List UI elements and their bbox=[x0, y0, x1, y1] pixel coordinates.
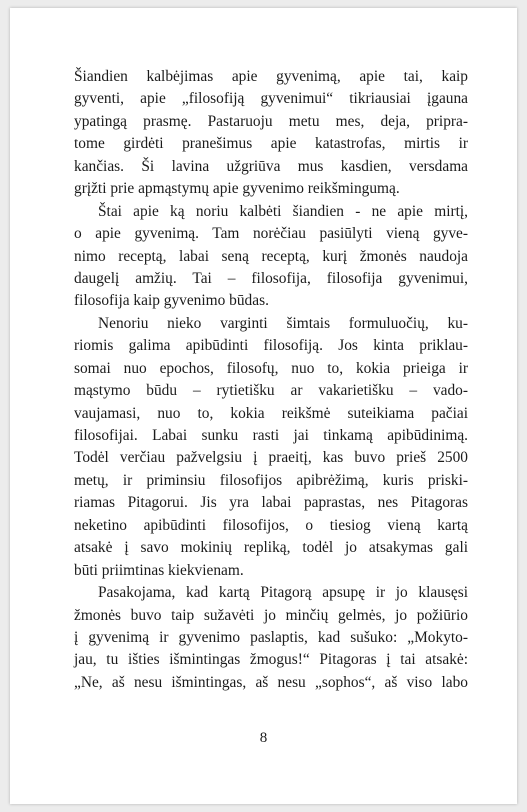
text-line: į gyvenimą ir gyvenimo paslaptis, kad sušuko: „Mokyto- bbox=[74, 628, 468, 646]
book-page bbox=[10, 8, 517, 804]
text-line: tome girdėti pranešimus apie katastrofas, mirtis ir bbox=[74, 135, 468, 153]
paragraph bbox=[74, 66, 468, 201]
text-line: Nenoriu nieko varginti šimtais formuluočių, ku- bbox=[98, 314, 468, 332]
text-line: būti priimtinas kiekvienam. bbox=[74, 561, 244, 579]
text-line: riamas Pitagorui. Jis yra labai paprastas, nes Pitagoras bbox=[74, 494, 468, 512]
page-number: 8 bbox=[259, 730, 268, 746]
text-line: kančias. Ši lavina užgriūva mus kasdien, versdama bbox=[74, 157, 468, 175]
paragraph bbox=[74, 313, 468, 582]
text-line: mąstymo būdu – rytietišku ar vakarietišku – vado- bbox=[74, 382, 468, 400]
body-text bbox=[74, 66, 468, 694]
text-line: Pasakojama, kad kartą Pitagorą apsupę ir jo klausęsi bbox=[98, 584, 468, 602]
text-line: daugelį amžių. Tai – filosofija, filosofija gyvenimui, bbox=[74, 269, 468, 287]
text-line: jau, tu išties išmintingas žmogus!“ Pitagoras į tai atsakė: bbox=[74, 651, 468, 669]
text-line: metų, ir priminsiu filosofijos apibrėžimą, kuris priski- bbox=[74, 471, 468, 489]
text-line: ypatingą prasmę. Pastaruoju metu mes, deja, pripra- bbox=[74, 112, 468, 130]
text-line: nimo receptą, labai seną receptą, kurį žmonės naudoja bbox=[74, 247, 468, 265]
text-line: žmonės buvo taip sužavėti jo minčių gelmės, jo požiūrio bbox=[74, 606, 468, 624]
text-line: atsakė į savo mokinių repliką, todėl jo atsakymas gali bbox=[74, 539, 468, 557]
text-line: riomis galima apibūdinti filosofiją. Jos kinta priklau- bbox=[74, 337, 468, 355]
paragraph bbox=[74, 201, 468, 313]
text-line: gyventi, apie „filosofiją gyvenimui“ tikriausiai įgauna bbox=[74, 90, 468, 108]
text-line: neketino apibūdinti filosofijos, o tiesiog vieną kartą bbox=[74, 516, 468, 534]
text-line: filosofija kaip gyvenimo būdas. bbox=[74, 292, 269, 310]
text-line: „Ne, aš nesu išmintingas, aš nesu „sophos“, aš viso labo bbox=[74, 673, 468, 691]
text-line: somai nuo epochos, filosofų, nuo to, kokia prieiga ir bbox=[74, 359, 468, 377]
text-line: o apie gyvenimą. Tam norėčiau pasiūlyti vieną gyve- bbox=[74, 225, 468, 243]
text-line: Šiandien kalbėjimas apie gyvenimą, apie tai, kaip bbox=[74, 68, 468, 85]
text-line: filosofijai. Labai sunku rasti jai tinkamą apibūdinimą. bbox=[74, 427, 468, 444]
text-line: vaujamasi, nuo to, kokia reikšmė suteikiama pačiai bbox=[74, 404, 468, 422]
text-line: Štai apie ką noriu kalbėti šiandien - ne apie mirtį, bbox=[98, 202, 468, 220]
paragraph bbox=[74, 582, 468, 694]
text-line: grįžti prie apmąstymų apie gyvenimo reikšmingumą. bbox=[74, 180, 400, 198]
text-line: Todėl verčiau pažvelgsiu į praeitį, kas buvo prieš 2500 bbox=[74, 449, 468, 467]
